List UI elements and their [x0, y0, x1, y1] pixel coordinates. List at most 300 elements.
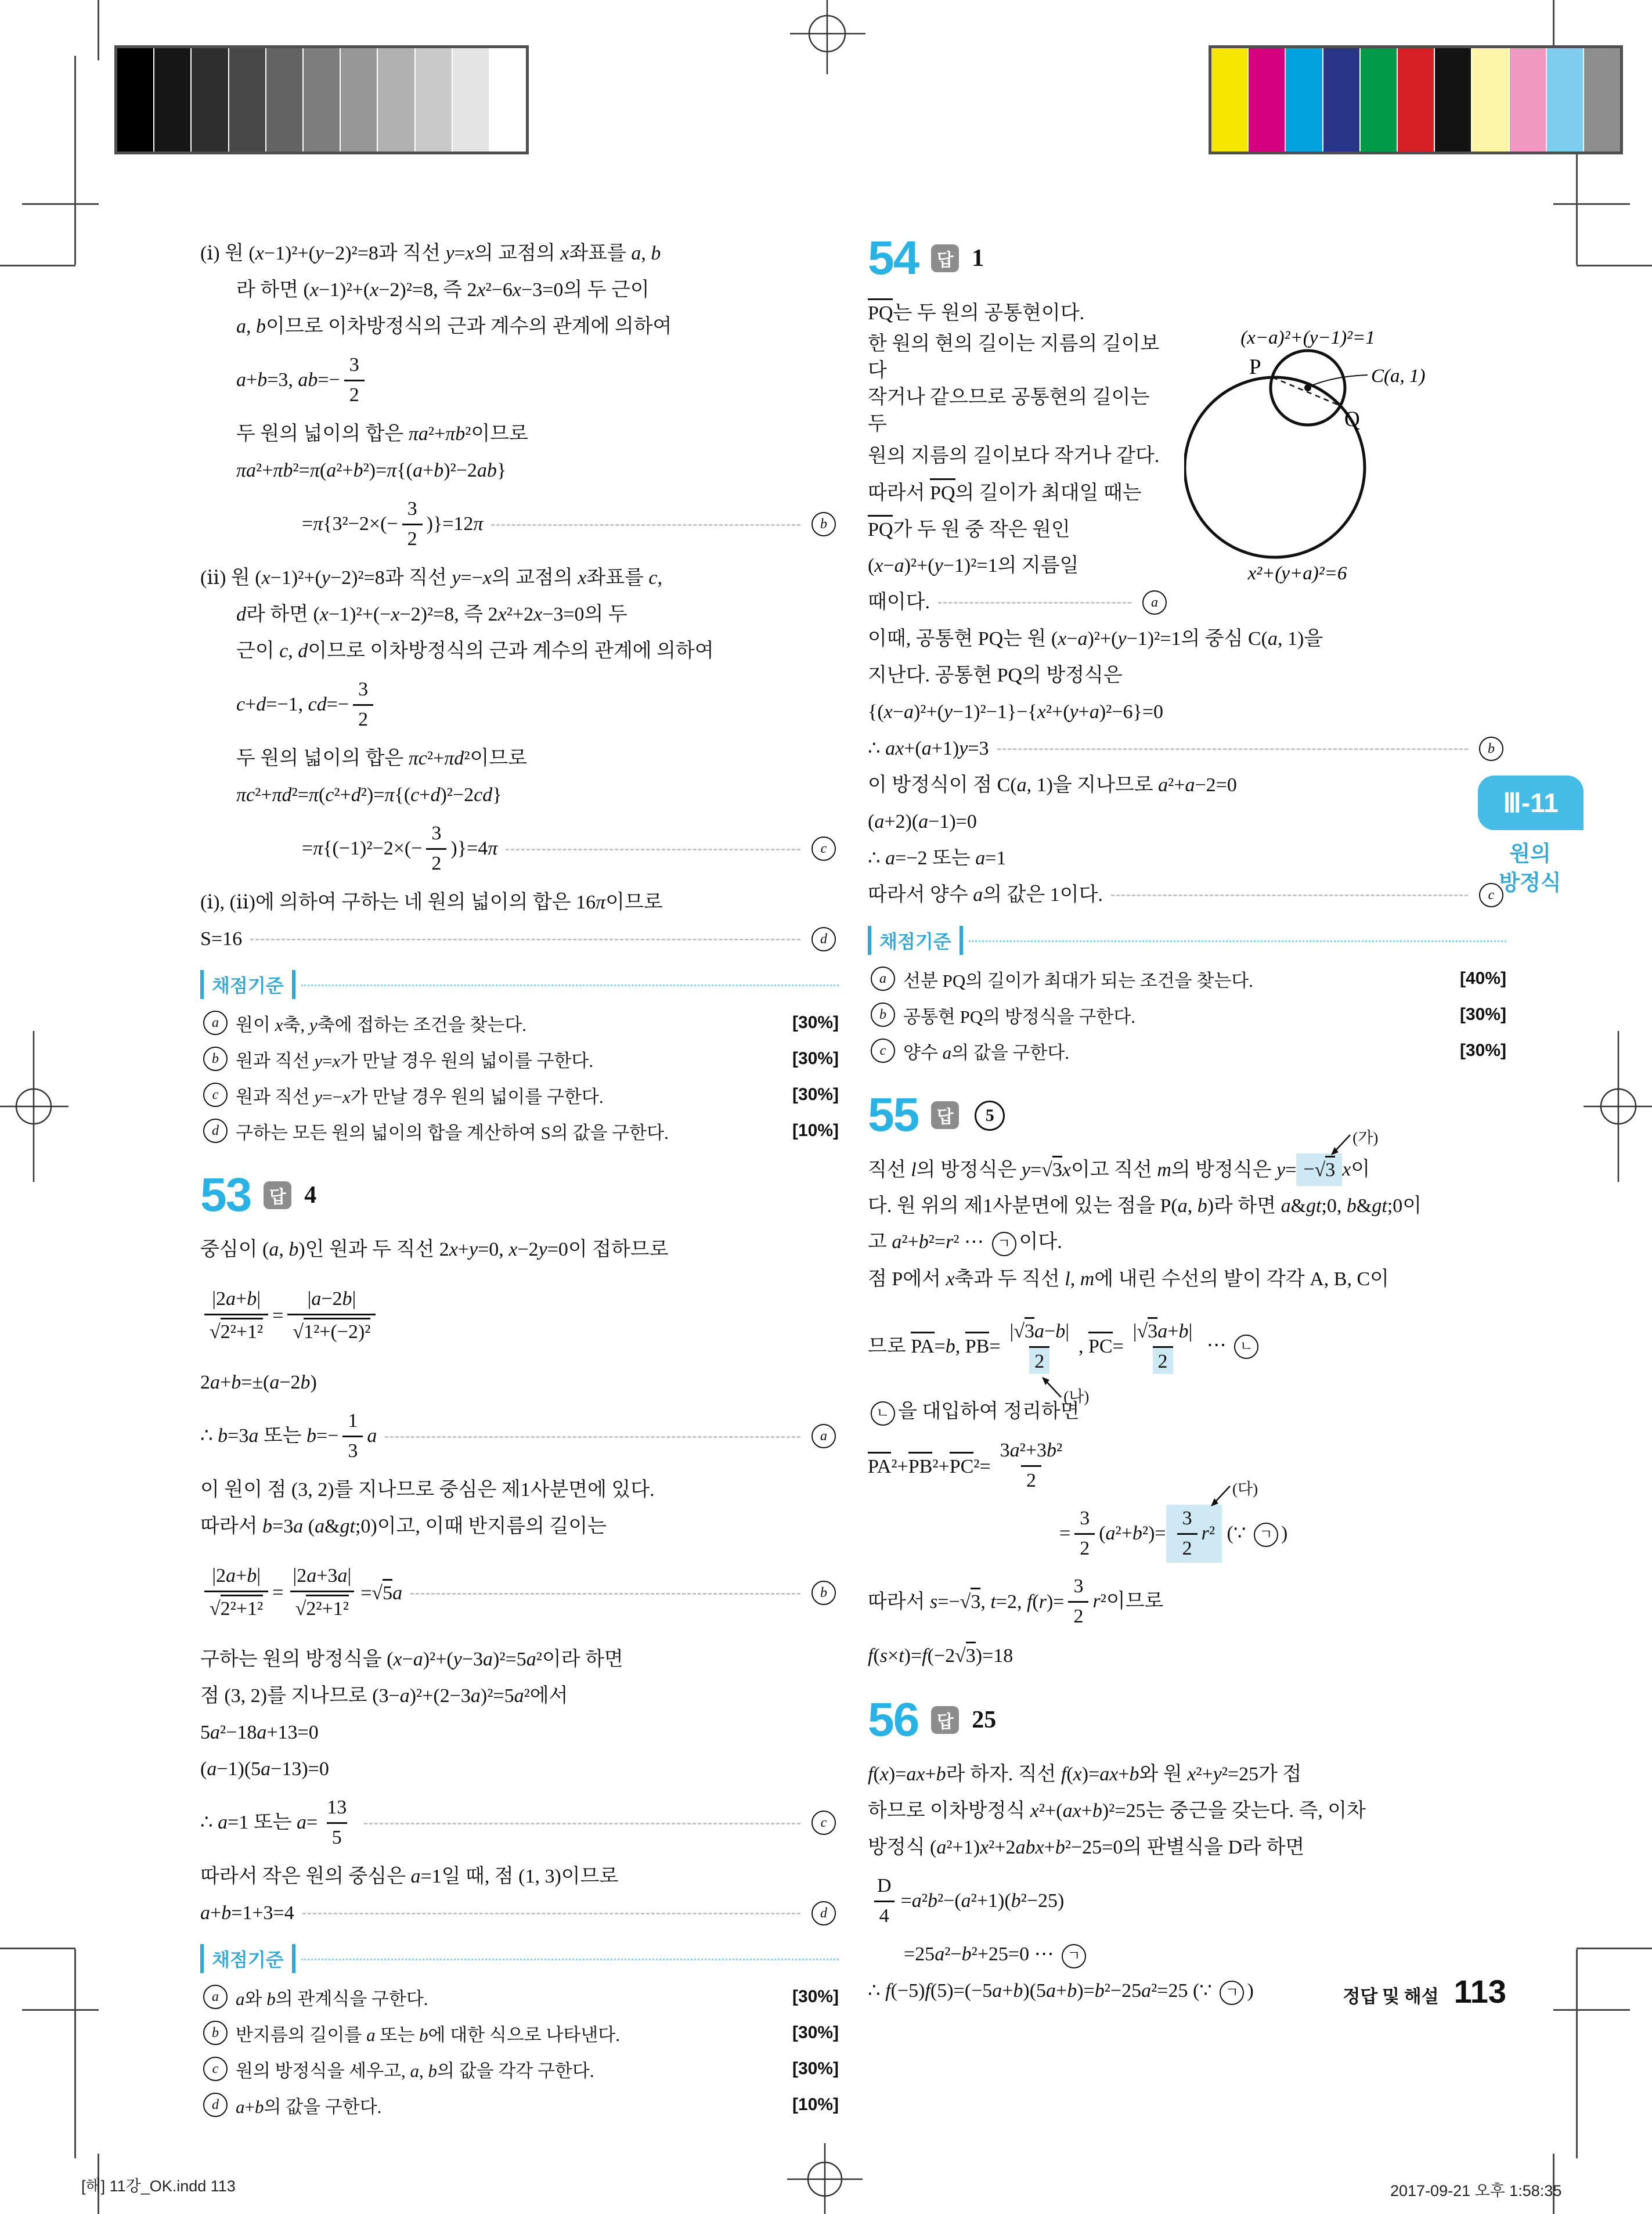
- text-run: 따라서 작은 원의 중심은 a=1일 때, 점 (1, 3)이므로: [200, 1865, 619, 1887]
- overline-segment: PQ: [868, 515, 893, 541]
- print-info-filename: [해] 11강_OK.indd 113: [81, 2177, 236, 2195]
- answer-value: [972, 1099, 1008, 1130]
- text-run: πc²+πd²=π(c²+d²)=π{(c+d)²−2cd}: [236, 784, 502, 806]
- fraction-denominator: 2: [426, 848, 446, 876]
- fraction: [1005, 1317, 1090, 1406]
- solution-line: [868, 584, 1170, 621]
- solution-line: [868, 767, 1506, 803]
- problem-header: [200, 1169, 839, 1221]
- annotation-label: (다): [1207, 1484, 1258, 1509]
- rubric-percent: [10%]: [792, 1121, 839, 1140]
- text-run: 하므로 이차방정식 x²+(ax+b)²=25는 중근을 갖는다. 즉, 이차: [868, 1800, 1366, 1822]
- chapter-title-line2: 방정식: [1499, 871, 1561, 895]
- fraction-numerator: 3: [1080, 1507, 1090, 1529]
- text-run: 점 P에서 x축과 두 직선 l, m에 내린 수선의 발이 각각 A, B, C이: [868, 1268, 1389, 1290]
- label-leader-line: [1312, 375, 1368, 385]
- grading-rubric: [868, 926, 1506, 1069]
- overline-segment: PB: [965, 1332, 990, 1358]
- chapter-title: [1472, 839, 1588, 897]
- text-run: 점 (3, 2)를 지나므로 (3−a)²+(2−3a)²=5a²에서: [200, 1685, 568, 1707]
- text-run: r²이므로: [1092, 1591, 1164, 1612]
- page-number: 113: [1453, 1973, 1506, 2010]
- grayscale-swatch: [229, 48, 266, 152]
- dotted-leader: [997, 747, 1468, 750]
- text-run: 한 원의 현의 길이는 지름의 길이보다: [868, 333, 1160, 381]
- fraction: [204, 1564, 268, 1621]
- footer-label: 정답 및 해설: [1343, 1986, 1439, 2007]
- text-run: 방정식 (a²+1)x²+2abx+b²−25=0의 판별식을 D라 하면: [868, 1836, 1305, 1858]
- text-run: (a+2)(a−1)=0: [868, 810, 977, 832]
- solution-line: [236, 777, 839, 813]
- solution-line: [868, 1637, 1506, 1674]
- text-run: 때이다.: [868, 591, 930, 613]
- rubric-item: [200, 2087, 839, 2123]
- grayscale-swatch: [304, 48, 341, 152]
- fraction-numerator: |√3a−b|: [1005, 1317, 1074, 1346]
- solution-line: [868, 1433, 1506, 1498]
- text-run: S=16: [200, 928, 243, 950]
- rubric-item: [200, 2051, 839, 2087]
- text-run: (ⅰ), (ⅱ)에 의하여 구하는 네 원의 넓이의 합은 16π이므로: [200, 891, 663, 913]
- problem-number: 53: [200, 1169, 251, 1221]
- solution-lines: [868, 1128, 1506, 1674]
- rubric-item: [200, 1113, 839, 1149]
- rubric-title: 채점기준: [200, 1944, 295, 1973]
- text-run: a+b=1+3=4: [200, 1902, 294, 1924]
- solution-line: [868, 547, 1170, 584]
- rubric-mark-b: b: [203, 1047, 228, 1071]
- grading-rubric: [200, 970, 839, 1149]
- solution-line: [200, 1714, 839, 1751]
- answer-badge: 답: [264, 1181, 291, 1209]
- rubric-mark-d: d: [203, 1119, 228, 1143]
- grayscale-swatch: [416, 48, 453, 152]
- solution-line: [868, 1829, 1506, 1866]
- solution-line: [200, 1549, 839, 1636]
- annotation-label: (나): [1038, 1374, 1089, 1400]
- rubric-mark-a: a: [203, 1985, 228, 2009]
- solution-line: [868, 840, 1506, 877]
- circled-mark: ㄱ: [992, 1232, 1016, 1256]
- crop-mark: [74, 1949, 76, 2158]
- rubric-mark-a: a: [203, 1011, 228, 1035]
- color-swatch: [1361, 48, 1398, 152]
- step-mark-b: b: [811, 512, 836, 536]
- text-run: ∴ a=1 또는 a=: [200, 1812, 318, 1833]
- fraction-numerator: 3: [407, 497, 417, 520]
- rubric-text: 선분 PQ의 길이가 최대가 되는 조건을 찾는다.: [903, 970, 1253, 991]
- solution-line: [302, 492, 839, 557]
- rubric-item: [868, 997, 1506, 1033]
- dotted-leader: [1111, 893, 1468, 896]
- rubric-percent: [30%]: [792, 1085, 839, 1104]
- annotation-arrow: [1207, 1484, 1232, 1509]
- color-swatch: [1211, 48, 1249, 152]
- step-mark-d: d: [811, 1901, 836, 1925]
- chapter-title-line1: 원의: [1509, 842, 1551, 866]
- solution-line: [236, 596, 839, 633]
- text-run: x이: [1342, 1158, 1370, 1180]
- annotation-arrow: [1038, 1374, 1063, 1400]
- fraction: [287, 1564, 356, 1621]
- text-run: d라 하면 (x−1)²+(−x−2)²=8, 즉 2x²+2x−3=0의 두: [236, 603, 627, 625]
- text-run: PQ가 두 원 중 작은 원인: [868, 515, 1070, 543]
- point-Q-label: Q: [1344, 408, 1360, 431]
- rubric-title: 채점기준: [868, 926, 963, 955]
- rubric-item: [200, 1041, 839, 1077]
- rubric-rule: [301, 1957, 839, 1960]
- solution-lines: [200, 235, 839, 957]
- solution-line: [236, 416, 839, 452]
- fraction: [402, 497, 423, 551]
- fraction-numerator: D: [877, 1874, 892, 1896]
- fraction-denominator: [204, 1314, 268, 1344]
- problem-header: [868, 1088, 1506, 1141]
- circled-mark: ㄱ: [1220, 1981, 1244, 2005]
- fraction: [1074, 1507, 1095, 1561]
- solution-line: [868, 1793, 1506, 1829]
- solution-line: [868, 1756, 1506, 1793]
- grading-rubric: [200, 1944, 839, 2123]
- grayscale-swatch: [117, 48, 154, 152]
- dotted-leader: [506, 848, 800, 850]
- solution-line: [200, 560, 839, 596]
- fraction: [287, 1288, 376, 1344]
- column-right: [868, 232, 1506, 2010]
- text-run: 므로 PA=b, PB=: [868, 1332, 1001, 1360]
- registration-mark-top: [790, 0, 865, 74]
- rubric-rule: [969, 939, 1506, 942]
- registration-mark-right: [1579, 1031, 1652, 1182]
- fraction-numerator: 3: [349, 354, 359, 376]
- text-run: =: [272, 1305, 284, 1326]
- rubric-percent: [30%]: [792, 1987, 839, 2006]
- answer-value: 4: [304, 1182, 317, 1209]
- fraction-denominator: 2: [1021, 1465, 1041, 1493]
- rubric-rule: [301, 983, 839, 986]
- crop-mark: [0, 1948, 75, 1949]
- text-run: , PC=: [1079, 1332, 1124, 1360]
- text-run: a+b=3, ab=−: [236, 369, 340, 391]
- solution-line: [200, 884, 839, 921]
- color-swatch: [1584, 48, 1620, 152]
- sqrt-radical: √2²+1²: [210, 1598, 263, 1620]
- text-run: ∴ f(−5)f(5)=(−5a+b)(5a+b)=b²−25a²=25 (∵ ㄱ ): [868, 1978, 1254, 2004]
- fraction-denominator: 2: [402, 524, 423, 551]
- dotted-leader: [491, 523, 800, 526]
- crop-mark: [1576, 1949, 1578, 2158]
- solution-line: [868, 657, 1506, 694]
- text-run: (ⅰ) 원 (x−1)²+(y−2)²=8과 직선 y=x의 교점의 x좌표를 a, b: [200, 242, 661, 264]
- solution-line: [868, 294, 1170, 331]
- rubric-percent: [30%]: [792, 2023, 839, 2042]
- rubric-percent: [30%]: [792, 2059, 839, 2078]
- solution-line: [868, 1869, 1506, 1934]
- fraction: [426, 822, 446, 876]
- fraction-denominator: 2: [1074, 1533, 1095, 1561]
- solution-line: [200, 1231, 839, 1268]
- rubric-item: [200, 1979, 839, 2015]
- rubric-mark-c: c: [871, 1039, 895, 1063]
- fraction-numerator: |√3a+b|: [1128, 1317, 1197, 1346]
- solution-line: [236, 272, 839, 308]
- fraction-numerator: |a−2b|: [307, 1288, 356, 1310]
- solution-line: [868, 1261, 1506, 1297]
- circled-mark: ㄴ: [1234, 1335, 1258, 1359]
- text-run: 고 a²+b²=r² ⋯ ㄱ 이다.: [868, 1229, 1062, 1256]
- text-run: c+d=−1, cd=−: [236, 694, 349, 715]
- overline-segment: PA: [868, 1452, 891, 1478]
- text-run: 두 원의 넓이의 합은 πa²+πb²이므로: [236, 423, 528, 445]
- text-run: 따라서 양수 a의 값은 1이다.: [868, 884, 1103, 906]
- fraction-denominator: [287, 1314, 376, 1344]
- circled-answer: 5: [975, 1101, 1005, 1131]
- text-run: 원의 지름의 길이보다 작거나 같다.: [868, 445, 1160, 467]
- solution-line: [868, 803, 1506, 840]
- rubric-mark-b: b: [203, 2021, 228, 2045]
- text-run: πa²+πb²=π(a²+b²)=π{(a+b)²−2ab}: [236, 459, 507, 481]
- text-run: =: [272, 1582, 284, 1603]
- text-run: f(s×t)=f(−2√3)=18: [868, 1642, 1013, 1669]
- dotted-leader: [250, 937, 800, 940]
- fraction-numerator: |2a+b|: [212, 1565, 261, 1587]
- fraction: [1128, 1317, 1197, 1374]
- step-mark-c: c: [1479, 883, 1503, 907]
- solution-line: [868, 1128, 1506, 1188]
- solution-line: [200, 1790, 839, 1855]
- solution-lines: [868, 1756, 1506, 2010]
- solution-line: [868, 331, 1170, 384]
- center-dot: [1304, 384, 1311, 391]
- solution-line: [1059, 1480, 1506, 1566]
- color-swatch: [1249, 48, 1286, 152]
- figure-54-diagram: [1184, 326, 1506, 585]
- text-run: PQ는 두 원의 공통현이다.: [868, 298, 1084, 327]
- text-run: 이 방정식이 점 C(a, 1)을 지나므로 a²+a−2=0: [868, 774, 1237, 796]
- text-run: (x−a)²+(y−1)²=1의 지름일: [868, 554, 1079, 576]
- rubric-mark-b: b: [871, 1003, 895, 1027]
- solution-line: [200, 1895, 839, 1931]
- dotted-leader: [385, 1435, 800, 1438]
- fraction-numerator: 3a²+3b²: [1000, 1439, 1063, 1461]
- problem-number: 54: [868, 232, 919, 284]
- text-run: ㄴ 을 대입하여 정리하면: [868, 1398, 1080, 1425]
- rubric-percent: [40%]: [1459, 969, 1506, 988]
- solution-line: [868, 730, 1506, 767]
- text-run: )}=12π: [426, 513, 484, 535]
- fraction: [204, 1288, 268, 1344]
- sqrt-radical: √2²+1²: [295, 1598, 349, 1620]
- fraction-denominator: 5: [327, 1822, 347, 1850]
- sqrt-radical: √3: [1041, 1159, 1062, 1181]
- text-run: =: [1059, 1523, 1071, 1544]
- rubric-mark-a: a: [871, 967, 895, 991]
- fraction: [1068, 1575, 1088, 1629]
- text-run: ∴ ax+(a+1)y=3: [868, 737, 989, 759]
- rubric-percent: [30%]: [1459, 1041, 1506, 1060]
- rubric-percent: [30%]: [792, 1049, 839, 1068]
- fraction-denominator: 4: [874, 1901, 894, 1928]
- color-swatch: [1398, 48, 1435, 152]
- text-run: {(x−a)²+(y−1)²−1}−{x²+(y+a)²−6}=0: [868, 701, 1163, 723]
- text-run: f(x)=ax+b라 하자. 직선 f(x)=ax+b와 원 x²+y²=25가 접: [868, 1763, 1302, 1785]
- rubric-text: a와 b의 관계식을 구한다.: [236, 1988, 428, 2009]
- big-circle-equation: x²+(y+a)²=6: [1247, 563, 1347, 584]
- rubric-text: 원과 직선 y=x가 만날 경우 원의 넓이를 구한다.: [236, 1050, 594, 1071]
- registration-mark-left: [0, 1031, 73, 1182]
- rubric-percent: [30%]: [1459, 1005, 1506, 1024]
- fraction-numerator: 13: [327, 1796, 347, 1818]
- text-run: 따라서 s=−√3, t=2, f(r)=: [868, 1588, 1064, 1616]
- fraction-numerator: 3: [431, 822, 442, 844]
- crop-mark: [1577, 1948, 1652, 1949]
- dotted-leader: [938, 601, 1131, 604]
- crop-mark: [98, 0, 99, 60]
- text-run: 두 원의 넓이의 합은 πc²+πd²이므로: [236, 747, 528, 769]
- solution-line: [200, 1508, 839, 1545]
- fraction: [353, 678, 373, 732]
- grayscale-swatch: [266, 48, 304, 152]
- solution-line: [200, 1364, 839, 1401]
- sqrt-radical: √3: [1315, 1156, 1336, 1184]
- rubric-percent: [10%]: [792, 2095, 839, 2114]
- overline-segment: PC: [1088, 1332, 1113, 1358]
- color-swatch: [1547, 48, 1584, 152]
- text-run: 구하는 원의 방정식을 (x−a)²+(y−3a)²=5a²이라 하면: [200, 1648, 623, 1670]
- column-left: [200, 235, 839, 2123]
- solution-line: [200, 921, 839, 957]
- answer-badge: 답: [931, 244, 959, 272]
- rubric-item: [200, 1077, 839, 1113]
- rubric-item: [200, 1005, 839, 1041]
- rubric-text: 구하는 모든 원의 넓이의 합을 계산하여 S의 값을 구한다.: [236, 1122, 669, 1143]
- text-run: )}=4π: [450, 838, 498, 859]
- fraction-denominator: [204, 1591, 268, 1621]
- text-run: =a²b²−(a²+1)(b²−25): [900, 1890, 1065, 1912]
- rubric-percent: [30%]: [792, 1013, 839, 1032]
- text-run: ∴ a=−2 또는 a=1: [868, 847, 1007, 869]
- annotation-arrow: [1327, 1133, 1352, 1158]
- fraction-numerator: |2a+b|: [212, 1288, 261, 1310]
- solution-line: [236, 308, 839, 345]
- rubric-text: 양수 a의 값을 구한다.: [903, 1042, 1070, 1063]
- crop-mark: [1553, 2009, 1630, 2011]
- print-info-timestamp: 2017-09-21 오후 1:58:35: [1390, 2182, 1562, 2199]
- rubric-text: 원이 x축, y축에 접하는 조건을 찾는다.: [236, 1014, 527, 1035]
- grayscale-calibration-bar: [114, 45, 529, 154]
- text-run: =π{3²−2×(−: [302, 513, 398, 535]
- solution-line: [302, 816, 839, 881]
- text-run: 다. 원 위의 제1사분면에 있는 점을 P(a, b)라 하면 a&gt;0, b&gt;0이: [868, 1195, 1422, 1217]
- step-mark-c: c: [811, 836, 836, 861]
- rubric-text: 원과 직선 y=−x가 만날 경우 원의 넓이를 구한다.: [236, 1086, 604, 1107]
- text-run: =√5a: [360, 1579, 402, 1607]
- text-run: 이때, 공통현 PQ는 원 (x−a)²+(y−1)²=1의 중심 C(a, 1)을: [868, 628, 1323, 650]
- rubric-title: 채점기준: [200, 970, 295, 999]
- highlight: $\frac{3}{2}$ r ² (다): [1166, 1505, 1222, 1563]
- text-run: ∴ b=3a 또는 b=−: [200, 1425, 339, 1447]
- solution-line: [200, 235, 839, 272]
- solution-line: [200, 1751, 839, 1787]
- chapter-tab: [1478, 776, 1584, 830]
- text-run: ⋯ ㄴ: [1202, 1332, 1261, 1359]
- grayscale-swatch: [490, 48, 526, 152]
- text-run: 중심이 (a, b)인 원과 두 직선 2x+y=0, x−2y=0이 접하므로: [200, 1238, 669, 1260]
- solution-line: [236, 633, 839, 669]
- step-mark-b: b: [1479, 737, 1503, 761]
- color-swatch: [1323, 48, 1361, 152]
- fraction-denominator: 2 (나): [1029, 1346, 1049, 1374]
- grayscale-swatch: [378, 48, 415, 152]
- sqrt-radical: √1²+(−2)²: [293, 1321, 370, 1343]
- text-run: a: [367, 1425, 377, 1447]
- problem-header: [868, 232, 1506, 284]
- figure-two-circles: [1184, 326, 1506, 585]
- text-run: a, b이므로 이차방정식의 근과 계수의 관계에 의하여: [236, 315, 672, 337]
- text-run: =π{(−1)²−2×(−: [302, 838, 423, 859]
- color-swatch: [1435, 48, 1472, 152]
- problem-number: 56: [868, 1693, 919, 1746]
- text-run: 5a²−18a+13=0: [200, 1721, 319, 1743]
- fraction: [995, 1439, 1068, 1493]
- text-run: (∵ ㄱ ): [1222, 1520, 1287, 1547]
- text-run: 근이 c, d이므로 이차방정식의 근과 계수의 관계에 의하여: [236, 640, 714, 662]
- overline-segment: PB: [908, 1452, 933, 1478]
- crop-mark: [1553, 203, 1630, 205]
- rubric-text: 공통현 PQ의 방정식을 구한다.: [903, 1006, 1136, 1027]
- solution-line: [868, 384, 1170, 438]
- rubric-item: [868, 1033, 1506, 1069]
- solution-line: [200, 1678, 839, 1714]
- solution-line: [236, 452, 839, 489]
- registration-mark-bottom: [787, 2143, 863, 2214]
- fraction-denominator: 2: [1177, 1533, 1197, 1561]
- text-run: 따라서 PQ의 길이가 최대일 때는: [868, 478, 1142, 507]
- rubric-header: [200, 970, 839, 999]
- point-P-label: P: [1249, 355, 1261, 379]
- page-footer: [868, 1973, 1506, 2010]
- overline-segment: PC: [950, 1452, 974, 1478]
- sqrt-radical: √3: [955, 1645, 976, 1667]
- solution-line: [200, 1858, 839, 1895]
- rubric-text: 반지름의 길이를 a 또는 b에 대한 식으로 나타낸다.: [236, 2024, 620, 2045]
- sqrt-radical: √3: [1013, 1321, 1034, 1342]
- sqrt-radical: √3: [1137, 1321, 1158, 1342]
- dotted-leader: [410, 1592, 800, 1595]
- dotted-leader: [364, 1822, 800, 1824]
- answer-value: 25: [972, 1707, 997, 1733]
- rubric-header: [200, 1944, 839, 1973]
- fraction-denominator: 2: [1068, 1601, 1088, 1629]
- text-run: (a−1)(5a−13)=0: [200, 1758, 329, 1780]
- fraction-denominator: 2: [344, 380, 365, 408]
- solution-line: [868, 1188, 1506, 1224]
- rubric-text: 원의 방정식을 세우고, a, b의 값을 각각 구한다.: [236, 2060, 594, 2081]
- color-swatch: [1510, 48, 1547, 152]
- text-run: (a²+b²)=: [1099, 1523, 1166, 1544]
- circled-mark: ㄴ: [871, 1401, 895, 1426]
- fraction-denominator: 2: [1153, 1346, 1173, 1374]
- solution-line: [200, 1641, 839, 1678]
- text-run: PA²+PB²+PC²=: [868, 1452, 991, 1480]
- step-mark-b: b: [811, 1581, 836, 1605]
- center-C-label: C(a, 1): [1371, 366, 1426, 387]
- crop-mark: [1577, 265, 1652, 266]
- color-calibration-bar: [1209, 45, 1623, 154]
- fraction-numerator: 3: [1073, 1575, 1084, 1597]
- rubric-item: [200, 2015, 839, 2051]
- fraction: [342, 1409, 363, 1463]
